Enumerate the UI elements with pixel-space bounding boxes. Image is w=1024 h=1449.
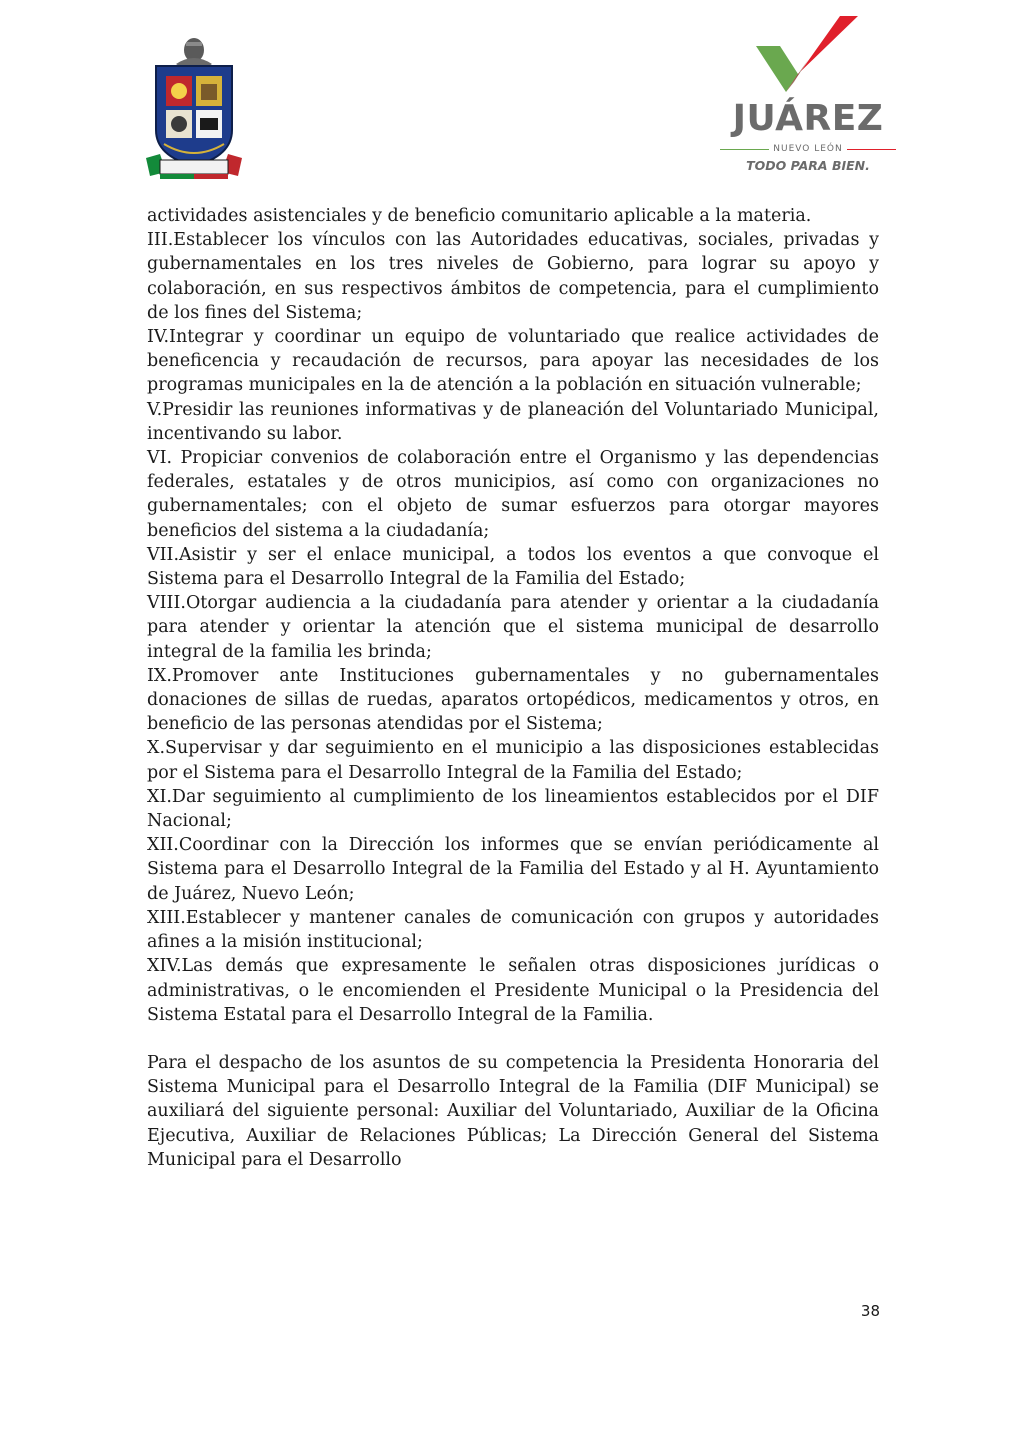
brand-slogan: TODO PARA BIEN. (746, 158, 870, 173)
divider (720, 149, 769, 150)
list-item: X.Supervisar y dar seguimiento en el municipio a las disposiciones establecidas por el Sistema para el Desarrollo Integral de la Familia del Estado; (147, 738, 879, 783)
brand-name: JUÁREZ (732, 98, 884, 139)
juarez-brand-logo (712, 12, 902, 182)
document-body (147, 204, 879, 1172)
list-item: IV.Integrar y coordinar un equipo de voluntariado que realice actividades de beneficencia y recaudación de recursos, para apoyar las necesidades de los programas municipales en la de atención a la población en situación vulnerable; (147, 327, 879, 396)
list-item: IX.Promover ante Instituciones gubernamentales y no gubernamentales donaciones de sillas de ruedas, aparatos ortopédicos, medicamentos y otros, en beneficio de las personas atendidas por el Sistema; (147, 665, 879, 735)
page-number: 38 (860, 1302, 880, 1320)
list-item: XII.Coordinar con la Dirección los informes que se envían periódicamente al Sistema para el Desarrollo Integral de la Familia del Estado y al H. Ayuntamiento de Juárez, Nuevo León; (147, 835, 879, 904)
list-item: V.Presidir las reuniones informativas y de planeación del Voluntariado Municipal, incentivando su labor. (147, 399, 879, 444)
coat-of-arms-icon (146, 34, 242, 184)
list-item: XIII.Establecer y mantener canales de comunicación con grupos y autoridades afines a la misión institucional; (147, 907, 879, 953)
list-item: III.Establecer los vínculos con las Autoridades educativas, sociales, privadas y gubernamentales en los tres niveles de Gobierno, para lograr su apoyo y colaboración, en sus respectivos ámbitos de competencia, para el cumplimiento de los fines del Sistema; (147, 230, 879, 323)
list-item: actividades asistenciales y de beneficio comunitario aplicable a la materia. (147, 206, 812, 226)
list-item: VII.Asistir y ser el enlace municipal, a todos los eventos a que convoque el Sistema para el Desarrollo Integral de la Familia del Estado; (147, 544, 879, 590)
divider (847, 149, 896, 150)
check-mark-icon (712, 12, 902, 102)
closing-paragraph: Para el despacho de los asuntos de su competencia la Presidenta Honoraria del Sistema Municipal para el Desarrollo Integral de la Familia (DIF Municipal) se auxiliará del siguiente personal: Auxiliar del Voluntariado, Auxiliar de la Oficina Ejecutiva, Auxiliar de Relaciones Públicas; La Dirección General del Sistema Municipal para el Desarrollo (147, 1052, 879, 1170)
brand-subtitle (720, 144, 896, 154)
list-item: XIV.Las demás que expresamente le señalen otras disposiciones jurídicas o administrativas, o le encomienden el Presidente Municipal o la Presidencia del Sistema Estatal para el Desarrollo Integral de la Familia. (147, 956, 879, 1025)
brand-subtitle-text: NUEVO LEÓN (773, 144, 843, 154)
list-item: VIII.Otorgar audiencia a la ciudadanía para atender y orientar a la ciudadanía para atender y orientar la atención que el sistema municipal de desarrollo integral de la familia les brinda; (147, 593, 879, 662)
municipal-coat-of-arms (146, 34, 242, 184)
list-item: VI. Propiciar convenios de colaboración entre el Organismo y las dependencias federales, estatales y de otros municipios, así como con organizaciones no gubernamentales; con el objeto de sumar esfuerzos para otorgar mayores beneficios del sistema a la ciudadanía; (147, 448, 879, 541)
list-item: XI.Dar seguimiento al cumplimiento de los lineamientos establecidos por el DIF Nacional; (147, 786, 879, 832)
